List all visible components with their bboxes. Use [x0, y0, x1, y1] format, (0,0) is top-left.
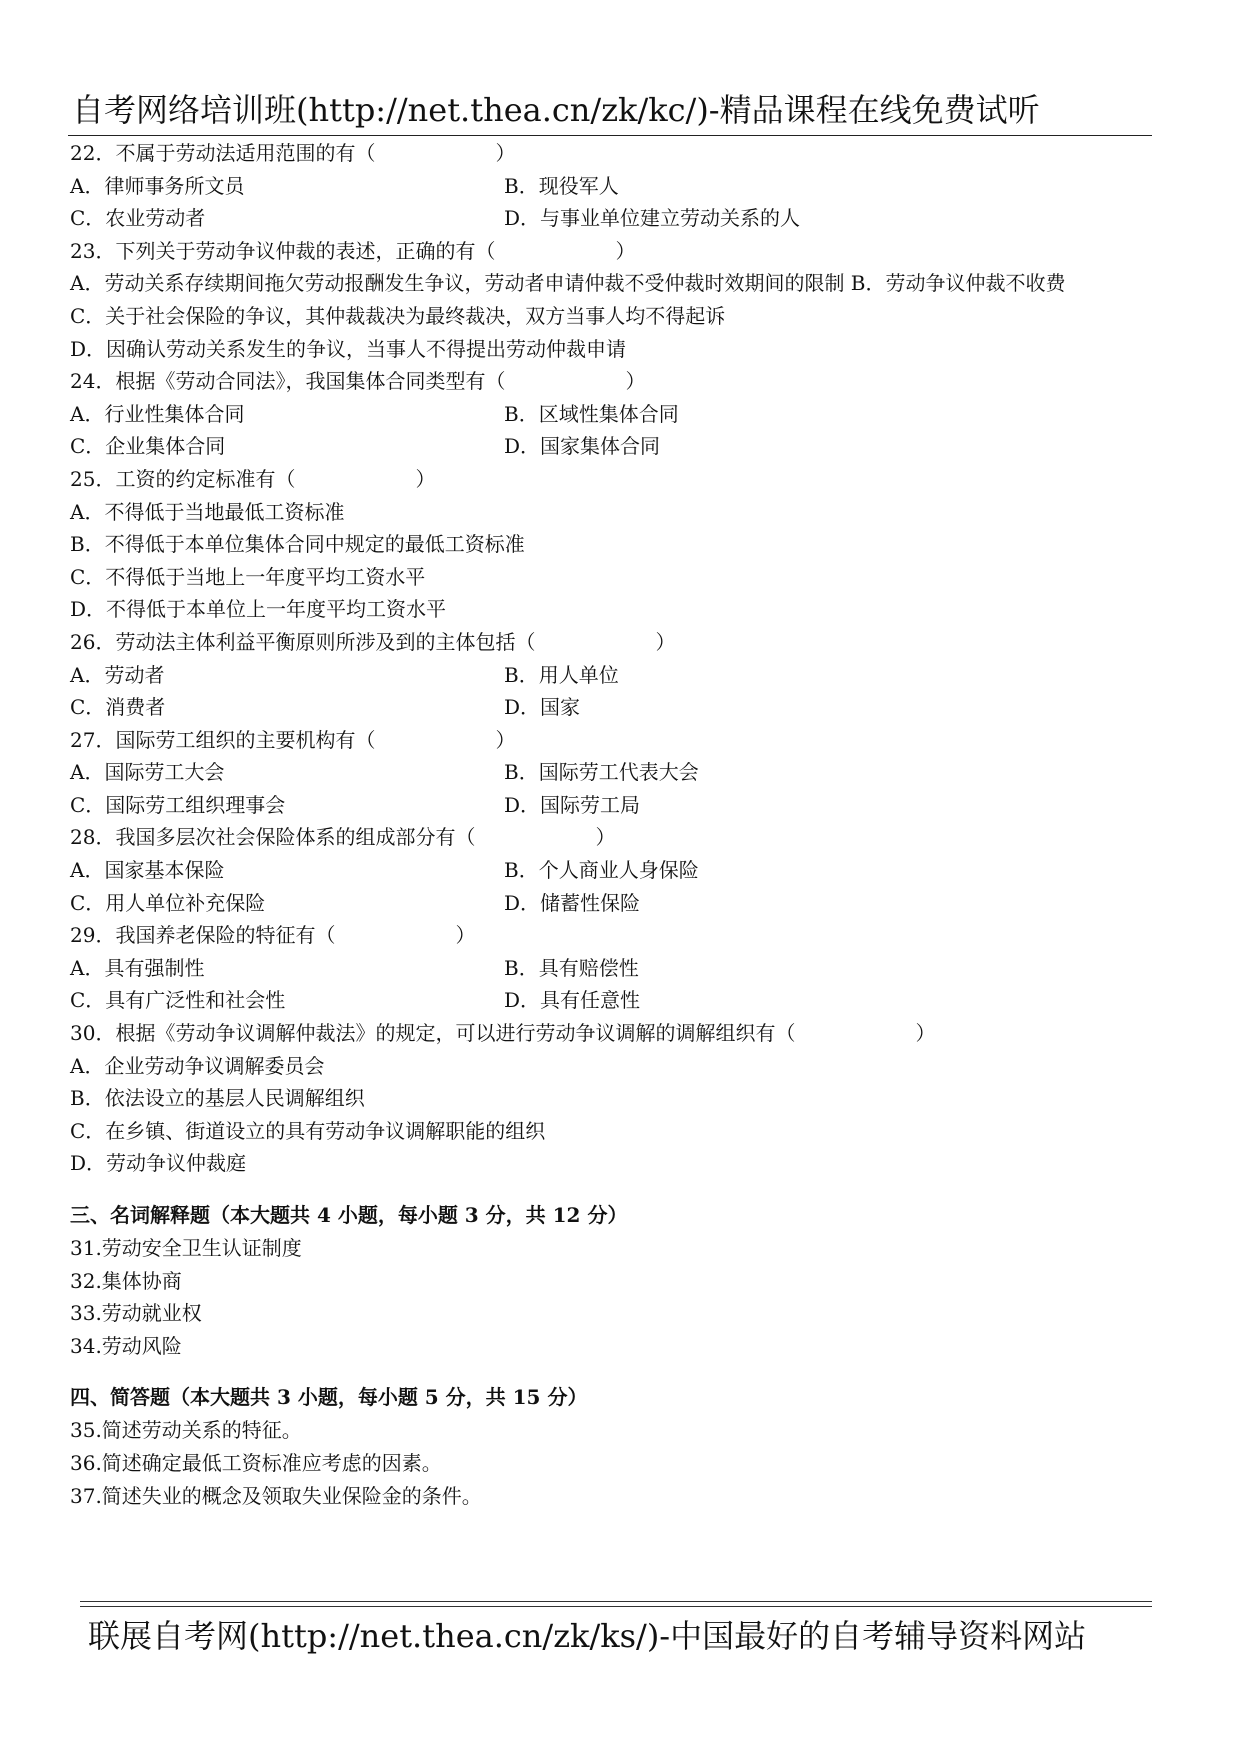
option-c: C．国际劳工组织理事会 [70, 792, 286, 817]
question-27 [70, 724, 1180, 822]
question-24 [70, 365, 1180, 463]
option-c: C．企业集体合同 [70, 434, 226, 459]
short-answer-item: 36.简述确定最低工资标准应考虑的因素。 [70, 1450, 442, 1475]
option-row [70, 756, 1180, 789]
option-a: A．国际劳工大会 [70, 760, 225, 785]
option-row [70, 984, 1180, 1017]
option-d: D．国家集体合同 [504, 434, 661, 459]
question-30 [70, 1017, 1180, 1180]
question-26 [70, 626, 1180, 724]
option-a: A．具有强制性 [70, 955, 205, 980]
question-28 [70, 821, 1180, 919]
option-c: C．农业劳动者 [70, 206, 206, 231]
option-row [70, 430, 1180, 463]
option-row [70, 202, 1180, 235]
option-row [70, 398, 1180, 431]
option-d: D．劳动争议仲裁庭 [70, 1151, 247, 1176]
option-c: C．消费者 [70, 695, 166, 720]
section-title-terms: 三、名词解释题（本大题共 4 小题，每小题 3 分，共 12 分） [70, 1203, 628, 1227]
option-row [70, 854, 1180, 887]
question-stem: 26．劳动法主体利益平衡原则所涉及到的主体包括（ ） [70, 629, 676, 654]
option-a: A．行业性集体合同 [70, 401, 245, 426]
option-b: B．国际劳工代表大会 [504, 760, 699, 785]
option-c: C．关于社会保险的争议，其仲裁裁决为最终裁决，双方当事人均不得起诉 [70, 303, 726, 328]
term-item: 33.劳动就业权 [70, 1301, 202, 1326]
option-b: B．具有赔偿性 [504, 955, 639, 980]
short-answer-item: 37.简述失业的概念及领取失业保险金的条件。 [70, 1483, 482, 1508]
option-c: C．在乡镇、街道设立的具有劳动争议调解职能的组织 [70, 1118, 546, 1143]
exam-content [70, 137, 1180, 1512]
question-stem: 29．我国养老保险的特征有（ ） [70, 923, 476, 948]
question-23 [70, 235, 1180, 365]
question-stem: 23．下列关于劳动争议仲裁的表述，正确的有（ ） [70, 238, 636, 263]
question-stem: 25．工资的约定标准有（ ） [70, 466, 436, 491]
option-row [70, 170, 1180, 203]
question-stem: 28．我国多层次社会保险体系的组成部分有（ ） [70, 825, 616, 850]
option-c: C．具有广泛性和社会性 [70, 988, 286, 1013]
question-22 [70, 137, 1180, 235]
term-item: 34.劳动风险 [70, 1333, 182, 1358]
option-b: B．用人单位 [504, 662, 619, 687]
question-stem: 27．国际劳工组织的主要机构有（ ） [70, 727, 516, 752]
option-b: B．不得低于本单位集体合同中规定的最低工资标准 [70, 532, 525, 557]
footer-divider [80, 1601, 1152, 1607]
option-d: D．不得低于本单位上一年度平均工资水平 [70, 597, 447, 622]
question-stem: 22．不属于劳动法适用范围的有（ ） [70, 141, 516, 165]
option-d: D．储蓄性保险 [504, 890, 641, 915]
option-b: B．现役军人 [504, 173, 619, 198]
option-a: A．国家基本保险 [70, 858, 225, 883]
option-d: D．具有任意性 [504, 988, 641, 1013]
page-footer: 联展自考网(http://net.thea.cn/zk/ks/)-中国最好的自考辅导资料网站 [88, 1617, 1087, 1655]
option-d: D．国家 [504, 695, 581, 720]
question-stem: 30．根据《劳动争议调解仲裁法》的规定，可以进行劳动争议调解的调解组织有（ ） [70, 1021, 936, 1046]
option-d: D．国际劳工局 [504, 792, 641, 817]
option-d: D．因确认劳动关系发生的争议，当事人不得提出劳动仲裁申请 [70, 336, 627, 361]
option-a-b: A．劳动关系存续期间拖欠劳动报酬发生争议，劳动者申请仲裁不受仲裁时效期间的限制 B．劳动争议仲裁不收费 [70, 271, 1066, 296]
option-a: A．律师事务所文员 [70, 173, 245, 198]
header-divider [68, 135, 1152, 136]
option-row [70, 659, 1180, 692]
option-a: A．企业劳动争议调解委员会 [70, 1053, 325, 1078]
option-a: A．不得低于当地最低工资标准 [70, 499, 345, 524]
option-b: B．个人商业人身保险 [504, 858, 699, 883]
option-row [70, 952, 1180, 985]
short-answer-item: 35.简述劳动关系的特征。 [70, 1418, 302, 1443]
option-b: B．区域性集体合同 [504, 401, 679, 426]
option-c: C．不得低于当地上一年度平均工资水平 [70, 564, 426, 589]
page-header: 自考网络培训班(http://net.thea.cn/zk/kc/)-精品课程在线免费试听 [72, 91, 1040, 129]
option-row [70, 887, 1180, 920]
section-title-short-answer: 四、简答题（本大题共 3 小题，每小题 5 分，共 15 分） [70, 1385, 588, 1410]
question-stem: 24．根据《劳动合同法》，我国集体合同类型有（ ） [70, 369, 646, 394]
option-b: B．依法设立的基层人民调解组织 [70, 1086, 365, 1111]
option-d: D．与事业单位建立劳动关系的人 [504, 206, 801, 231]
option-row [70, 789, 1180, 822]
term-item: 32.集体协商 [70, 1268, 182, 1293]
option-c: C．用人单位补充保险 [70, 890, 266, 915]
option-row [70, 691, 1180, 724]
option-a: A．劳动者 [70, 662, 165, 687]
question-25 [70, 463, 1180, 626]
term-item: 31.劳动安全卫生认证制度 [70, 1236, 302, 1260]
question-29 [70, 919, 1180, 1017]
